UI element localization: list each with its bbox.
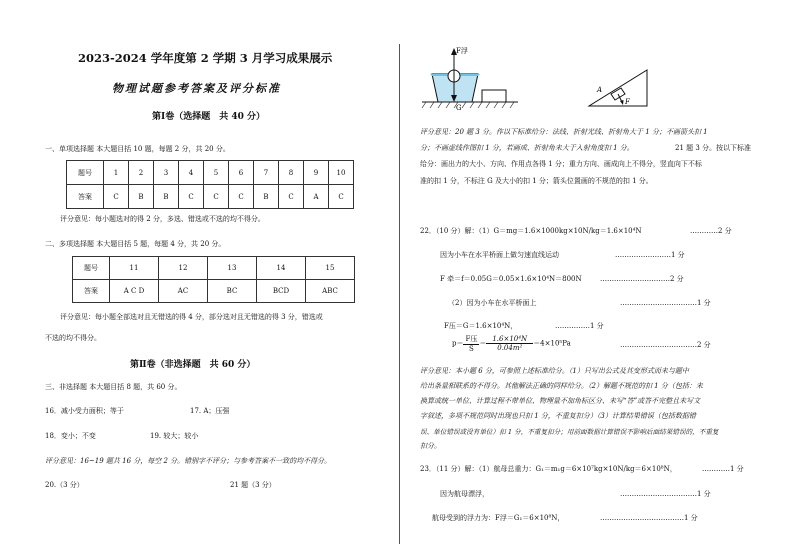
table-cell: 2 [129, 161, 154, 185]
table-cell: C [204, 185, 229, 209]
table-cell: C [229, 185, 254, 209]
answer-19: 19. 较大；较小 [150, 432, 199, 440]
score-note-21-line3: 准的扣 1 分，不标注 G 及大小的扣 1 分；箭头位置画的不规范的扣 1 分。 [420, 177, 653, 185]
formula-result: ＝4×10⁵Pa [533, 339, 571, 348]
table-cell: B [254, 185, 279, 209]
fraction-denominator: S [469, 345, 474, 353]
table-cell: AC [159, 280, 208, 303]
formula-fraction-2 [486, 335, 533, 352]
multi-score-note-1: 评分意见：每小题全部选对且无错选的得 4 分，部分选对且无错选的得 3 分，错选或 [60, 313, 323, 321]
table-cell: 10 [329, 161, 354, 185]
table-cell: 13 [208, 257, 257, 280]
label-a: A [597, 86, 603, 94]
answer-21-label: 21 题（3 分） [230, 481, 276, 489]
table-cell: A [304, 185, 329, 209]
q22-score2: ……………………1 分 [615, 251, 685, 259]
table-cell: C [179, 185, 204, 209]
q23-line2: 因为航母漂浮， [440, 490, 489, 498]
table-cell: 12 [159, 257, 208, 280]
table-cell: A C D [110, 280, 159, 303]
q23-score1: …………1 分 [702, 465, 744, 473]
table-cell: B [129, 185, 154, 209]
buoyancy-figure [420, 44, 520, 112]
score-note-20-line1: 评分意见：20 题 3 分。作以下标准给分：法线、折射光线、折射角大于 1 分；不画箭头扣 1 [420, 128, 708, 136]
table-header-cell: 题号 [73, 257, 110, 280]
nonchoice-intro: 三、非选择题 本大题目括 8 题，共 60 分。 [45, 383, 182, 391]
incline-figure [585, 64, 655, 110]
table-cell: C [104, 185, 129, 209]
table-cell: 14 [257, 257, 306, 280]
answer-17: 17. A；压强 [190, 407, 230, 415]
formula-fraction-1 [463, 334, 479, 353]
q22-line1: 22．（10 分）解：（1）G＝mg＝1.6×1000kg×10N/kg＝1.6×10⁴N [420, 227, 642, 235]
table-cell: BCD [257, 280, 306, 303]
multi-choice-intro: 二、多项选择题 本大题目括 5 题，每题 4 分，共 20 分。 [45, 240, 226, 248]
table-cell: B [154, 185, 179, 209]
score-note-22-line2: 给出条量相联系的不得分。其他解法正确的同样给分。（2）解题不规范的扣 1 分（包括：未 [420, 382, 703, 390]
score-note-20-line2: 分；不画虚线作图扣 1 分，若画成、折射角未大于入射角度扣 1 分。 [420, 144, 634, 152]
q22-line2: 因为小车在水平桥面上做匀速直线运动 [440, 251, 559, 259]
table-row [67, 185, 354, 209]
label-f: F [625, 98, 630, 106]
table-cell: C [329, 185, 354, 209]
table-row [73, 257, 355, 280]
answer-20-label: 20.（3 分） [45, 481, 84, 489]
table-cell: 11 [110, 257, 159, 280]
table-cell: 15 [306, 257, 355, 280]
table-cell: BC [208, 280, 257, 303]
single-score-note: 评分意见：每小题选对的得 2 分，多选、错选或不选的均不得分。 [60, 215, 265, 223]
page-subtitle: 物理试题参考答案及评分标准 [112, 82, 281, 95]
label-f-buoyancy: F浮 [456, 47, 468, 55]
table-cell: 4 [179, 161, 204, 185]
q22-line4: （2）因为小车在水平桥面上 [448, 299, 537, 307]
column-divider [399, 44, 400, 544]
q22-score5: ……………1 分 [555, 322, 604, 330]
q22-score1: …………2 分 [690, 227, 732, 235]
table-header-cell: 答案 [67, 185, 104, 209]
answer-18: 18．变小；不变 [45, 432, 96, 440]
part2-heading: 第Ⅱ卷（非选择题 共 60 分） [130, 360, 256, 370]
q23-line3: 航母受到的浮力为：F浮＝G₁＝6×10⁸N， [432, 514, 565, 522]
fraction-numerator: 1.6×10⁴N [486, 335, 533, 344]
multi-score-note-2: 不选的均不得分。 [45, 334, 101, 342]
table-cell: 6 [229, 161, 254, 185]
q22-line3: F 牵＝f＝0.05G＝0.05×1.6×10⁴N＝800N [440, 275, 582, 283]
score-note-22-line6: 扣分。 [420, 442, 441, 450]
table-cell: C [279, 185, 304, 209]
table-cell: 7 [254, 161, 279, 185]
q22-score4: ……………………………1 分 [620, 299, 711, 307]
formula-lhs: p＝ [452, 339, 464, 348]
q22-score3: …………………………2 分 [600, 275, 684, 283]
answer-16: 16．减小受力面积；等于 [45, 407, 124, 415]
score-note-16-19: 评分意见：16~19 题共 16 分，每空 2 分。错别字不评分；与参考答案不一致的均不得分。 [45, 457, 332, 465]
table-cell: ABC [306, 280, 355, 303]
score-note-21-line2: 给分：画出力的大小、方向、作用点各得 1 分；重力方向、画成向上不得分，竖直向下不标 [420, 160, 702, 168]
table-cell: 5 [204, 161, 229, 185]
table-row [67, 161, 354, 185]
answer-table-1 [66, 160, 354, 209]
fraction-numerator: F压 [465, 335, 478, 343]
label-g: G [456, 104, 462, 112]
answer-table-2 [72, 256, 355, 303]
fraction-denominator: 0.04m² [497, 344, 523, 352]
score-note-21-line1: 21 题 3 分。按以下标准 [675, 144, 752, 152]
table-row [73, 280, 355, 303]
table-cell: 1 [104, 161, 129, 185]
table-cell: 9 [304, 161, 329, 185]
score-note-22-line4: 字叙述，多项不规范同时出现也只扣 1 分，不重复扣分）（3）计算结果错误（包括数据错 [420, 412, 696, 420]
table-header-cell: 答案 [73, 280, 110, 303]
table-cell: 8 [279, 161, 304, 185]
formula-equals: ＝ [479, 339, 487, 348]
q23-score3: ………………………………1 分 [600, 514, 698, 522]
single-choice-intro: 一、单项选择题 本大题目括 10 题，每题 2 分，共 20 分。 [45, 145, 230, 153]
q23-line1: 23．（11 分）解：（1）航母总重力：G₁＝m₁g＝6×10⁷kg×10N/kg＝6×10⁸N， [420, 465, 677, 473]
score-note-22-line5: 误、单位错误或没有单位）扣 1 分，不重复扣分；用前面数据计算错误不影响后面结果错误的，不重复 [420, 428, 719, 436]
q23-score2: ……………………………1 分 [620, 490, 711, 498]
page-title: 2023-2024 学年度第 2 学期 3 月学习成果展示 [78, 51, 333, 65]
table-header-cell: 题号 [67, 161, 104, 185]
part1-heading: 第Ⅰ卷（选择题 共 40 分） [152, 112, 266, 122]
score-note-22-line3: 换算或统一单位、计算过程不带单位、物理量不加角标区分、未写“答”或答不完整且未写文 [420, 397, 701, 405]
q22-pressure-formula [452, 334, 571, 353]
block [482, 90, 506, 102]
q22-score6: ……………………………2 分 [620, 341, 711, 349]
ground-hatch [422, 102, 514, 108]
q22-line5: F压＝G＝1.6×10⁴N， [444, 322, 518, 330]
table-cell: 3 [154, 161, 179, 185]
score-note-22-line1: 评分意见：本小题 6 分，可参照上述标准给分。（1）只写出公式及其变形式而未与题中 [420, 367, 689, 375]
